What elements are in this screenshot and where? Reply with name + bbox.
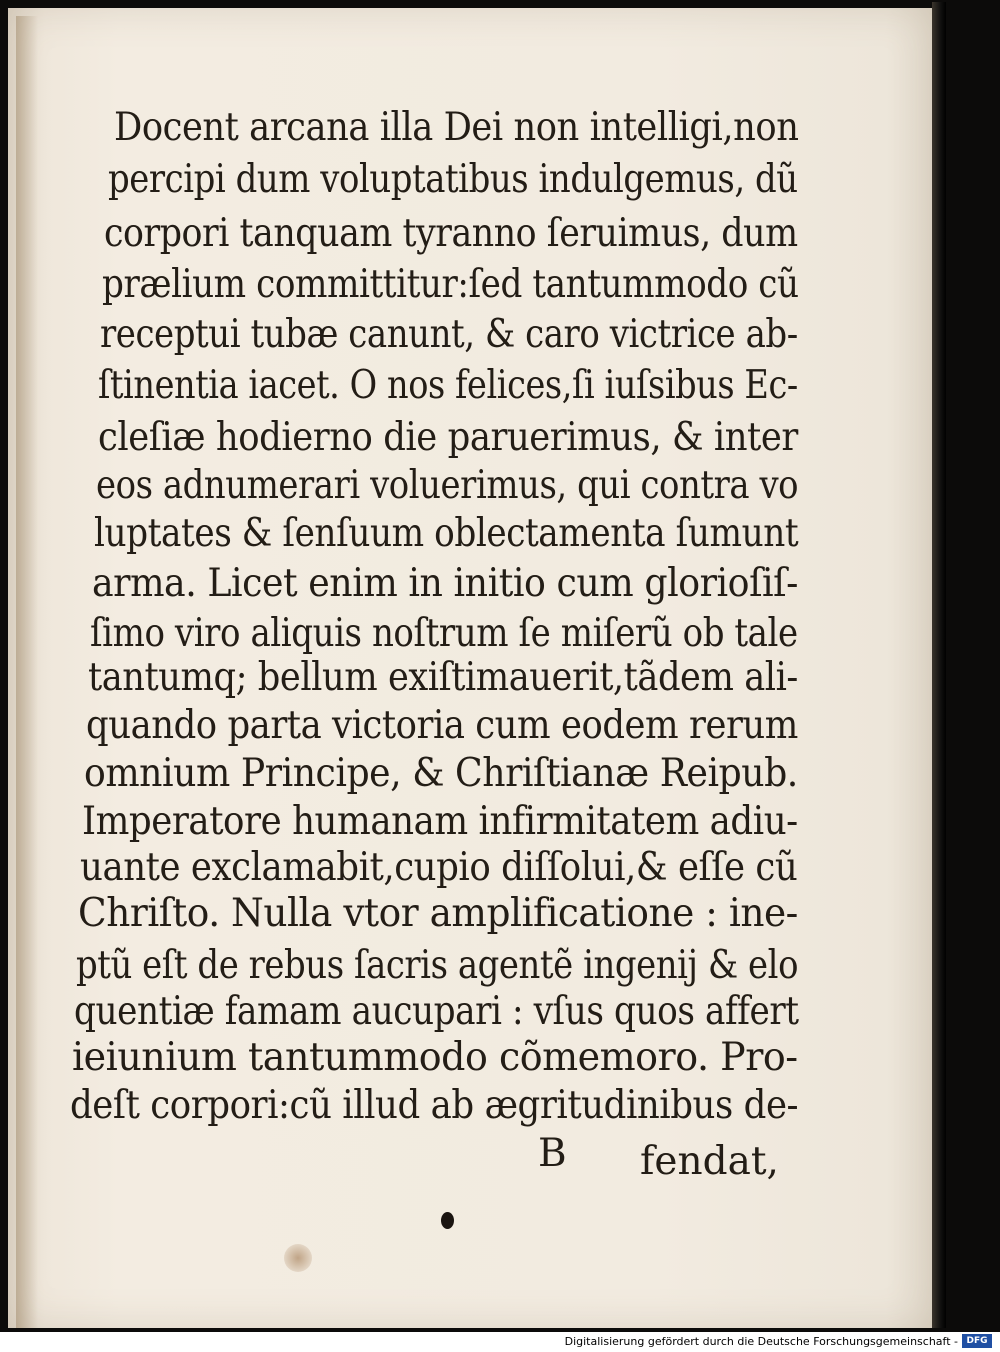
text-line: percipi dum voluptatibus indulgemus, dũ — [108, 157, 798, 202]
dfg-logo-icon: DFG — [962, 1334, 992, 1348]
text-line: uante exclamabit,cupio diſſolui,& eſſe cũ — [80, 845, 798, 890]
text-line: tantumq; bellum exiſtimauerit,tãdem ali- — [88, 655, 798, 700]
text-line: quentiæ famam aucupari : vſus quos affert — [74, 989, 799, 1034]
signature-mark: B — [538, 1131, 567, 1176]
text-line: corpori tanquam tyranno ſeruimus, dum — [104, 211, 798, 256]
page-edge — [932, 2, 946, 1328]
text-line: ſimo viro aliquis noſtrum ſe miſerũ ob tale — [90, 611, 798, 656]
text-line: omnium Principe, & Chriſtianæ Reipub. — [84, 751, 798, 796]
text-line: receptui tubæ canunt, & caro victrice ab- — [100, 312, 798, 357]
text-line: Imperatore humanam infirmitatem adiu- — [82, 799, 798, 844]
text-line: quando parta victoria cum eodem rerum — [86, 703, 798, 748]
paper-stain — [284, 1244, 312, 1272]
text-line: eos adnumerari voluerimus, qui contra vo — [96, 463, 799, 508]
text-line: deſt corpori:cũ illud ab ægritudinibus de- — [70, 1083, 799, 1128]
text-line: Chriſto. Nulla vtor amplificatione : ine- — [78, 891, 798, 936]
footer-credit: Digitalisierung gefördert durch die Deutsche Forschungsgemeinschaft - — [564, 1335, 958, 1348]
text-line: prælium committitur:ſed tantummodo cũ — [102, 262, 799, 307]
catchword: fendat, — [640, 1139, 779, 1184]
text-line: arma. Licet enim in initio cum glorioſiſ- — [92, 561, 798, 606]
text-line: luptates & ſenſuum oblectamenta ſumunt — [94, 511, 799, 556]
text-line: ſtinentia iacet. O nos felices,ſi iuſsibus Ec- — [98, 363, 798, 408]
text-line: Docent arcana illa Dei non intelligi,non — [114, 105, 799, 150]
text-block — [8, 8, 932, 1328]
text-line: ptũ eſt de rebus ſacris agentẽ ingenij & elo — [76, 943, 799, 988]
book-page — [8, 8, 932, 1328]
text-line: ieiunium tantummodo cõmemoro. Pro- — [72, 1035, 798, 1080]
text-line: cleſiæ hodierno die paruerimus, & inter — [98, 415, 798, 460]
ink-blot — [441, 1212, 454, 1229]
